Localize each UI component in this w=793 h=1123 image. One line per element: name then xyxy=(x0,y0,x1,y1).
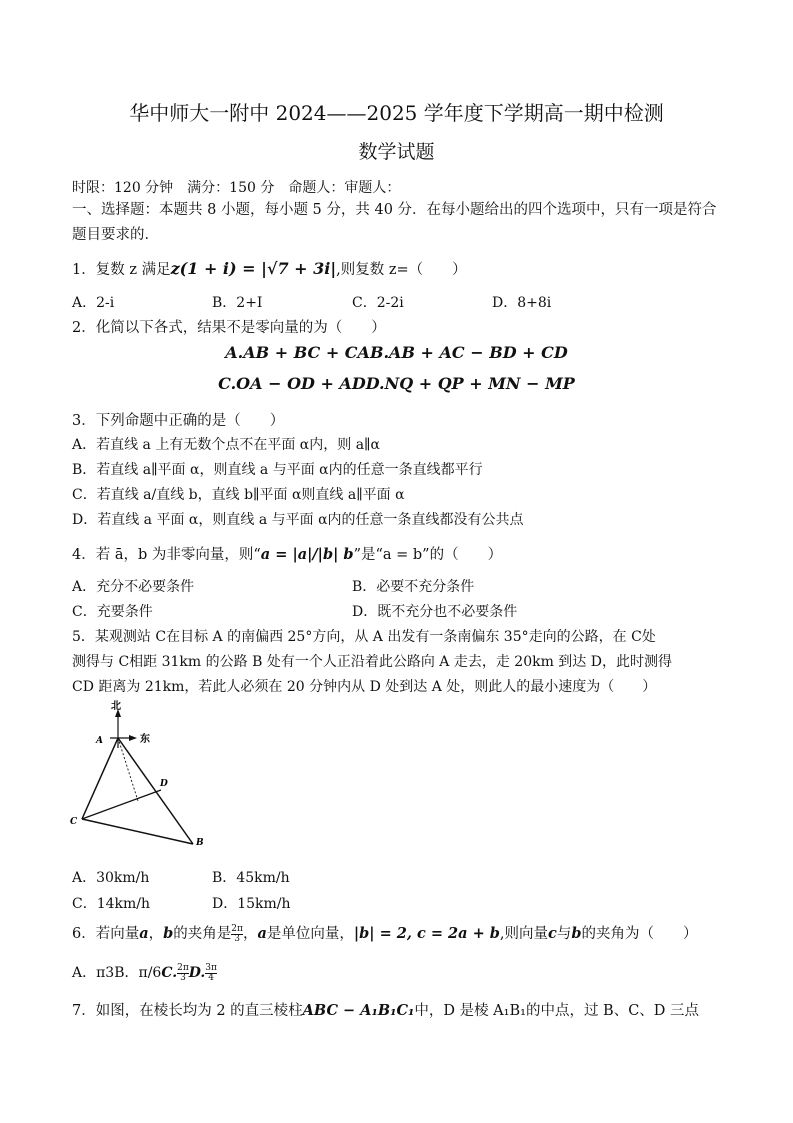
q5-option-c: C．14km/h xyxy=(72,896,151,912)
q6-stem-start: 6．若向量 xyxy=(72,926,140,942)
q3-option-a: A．若直线 a 上有无数个点不在平面 α内，则 a∥α xyxy=(72,437,380,453)
q6-vec-a: a xyxy=(139,925,149,942)
q6-vec-b: b xyxy=(163,925,174,942)
section-intro: 一、选择题：本题共 8 小题，每小题 5 分，共 40 分．在每小题给出的四个选项中，只有一项是符合题目要求的． xyxy=(72,202,717,243)
question-5-line3: CD 距离为 21km，若此人必须在 20 分钟内从 D 处到达 A 处，则此人的最小速度为（ ） xyxy=(72,679,657,695)
q2-options-line2: C.OA − OD + ADD.NQ + QP + MN − MP xyxy=(218,374,575,393)
q1-option-a: A．2-i xyxy=(72,295,115,311)
q6-option-d-den: 4 xyxy=(208,972,214,983)
question-5-line2: 测得与 C相距 31km 的公路 B 处有一个人正沿着此公路向 A 走去，走 20km 到达 D，此时测得 xyxy=(72,654,672,670)
q6-stem-comma: ， xyxy=(242,926,258,942)
label-d: D xyxy=(160,779,168,789)
q1-option-b: B．2+I xyxy=(212,295,263,311)
q6-vec-a-2: a xyxy=(257,925,267,942)
q4-stem-end: ”是“a = b”的（ ） xyxy=(353,547,503,563)
q6-option-ab: A．π3B．π/6 xyxy=(72,965,162,981)
q5-figure xyxy=(66,700,216,860)
question-4 xyxy=(72,543,502,564)
question-1 xyxy=(72,258,467,279)
q4-formula: a = |a|/|b| b xyxy=(260,546,354,563)
q6-option-d-label: D. xyxy=(188,965,206,981)
q1-stem-start: 1．复数 z 满足 xyxy=(72,262,171,278)
q6-option-c-label: C. xyxy=(161,965,178,981)
q4-option-b: B．必要不充分条件 xyxy=(352,579,475,595)
q6-angle-fraction xyxy=(231,925,243,944)
exam-title: 华中师大一附中 2024——2025 学年度下学期高一期中检测 xyxy=(129,101,664,125)
exam-meta: 时限：120 分钟 满分：150 分 命题人：审题人： xyxy=(72,180,401,196)
aux-line xyxy=(118,738,138,801)
q4-option-d: D．既不充分也不必要条件 xyxy=(352,604,518,620)
q6-option-c-num: 2π xyxy=(177,962,189,973)
q7-stem-end: 中，D 是棱 A₁B₁的中点，过 B、C、D 三点 xyxy=(414,1003,700,1019)
q1-option-d: D．8+8i xyxy=(492,295,552,311)
q6-stem-angle: 的夹角是 xyxy=(173,926,232,942)
q4-stem-start: 4．若 ā，b 为非零向量，则“ xyxy=(72,547,261,563)
q6-formula: |b| = 2, c = 2a + b xyxy=(353,925,500,942)
q3-option-c: C．若直线 a/直线 b，直线 b∥平面 α则直线 a∥平面 α xyxy=(72,487,405,503)
q5-option-b: B．45km/h xyxy=(212,870,290,886)
q6-sep: ， xyxy=(148,926,164,942)
q6-angle-num: 2π xyxy=(231,923,243,934)
q6-angle-den: 3 xyxy=(234,933,240,944)
label-east: 东 xyxy=(140,734,150,745)
label-b: B xyxy=(196,838,204,848)
q6-stem-unit: 是单位向量， xyxy=(266,926,354,942)
q6-option-d-num: 3π xyxy=(205,962,217,973)
q5-option-d: D．15km/h xyxy=(212,896,291,912)
segment-cb xyxy=(82,819,193,844)
east-arrow-icon xyxy=(129,735,137,741)
q1-formula: z(1 + i) = |√7 + 3i| xyxy=(170,259,337,278)
label-north: 北 xyxy=(111,701,121,712)
q6-stem-and: 与 xyxy=(556,926,572,942)
q6-stem-then: ,则向量 xyxy=(499,926,549,942)
question-3: 3．下列命题中正确的是（ ） xyxy=(72,413,285,429)
q4-option-c: C．充要条件 xyxy=(72,604,153,620)
q6-stem-end: 的夹角为（ ） xyxy=(581,926,698,942)
label-c: C xyxy=(70,817,78,827)
q1-stem-end: ,则复数 z=（ ） xyxy=(336,262,467,278)
q7-stem-start: 7．如图，在棱长均为 2 的直三棱柱 xyxy=(72,1003,303,1019)
segment-ab xyxy=(118,738,193,844)
q2-options-line1: A.AB + BC + CAB.AB + AC − BD + CD xyxy=(225,343,568,362)
q3-option-b: B．若直线 a∥平面 α，则直线 a 与平面 α内的任意一条直线都平行 xyxy=(72,462,483,478)
q6-options xyxy=(72,962,217,983)
segment-cd xyxy=(82,790,161,819)
q3-option-d: D．若直线 a 平面 α，则直线 a 与平面 α内的任意一条直线都没有公共点 xyxy=(72,512,524,528)
q6-option-d-fraction xyxy=(205,964,217,983)
question-5-line1: 5．某观测站 C在目标 A 的南偏西 25°方向，从 A 出发有一条南偏东 35°走向的公路，在 C处 xyxy=(72,629,656,645)
q6-option-c-den: 3 xyxy=(180,972,186,983)
q6-vec-b-2: b xyxy=(571,925,582,942)
q4-option-a: A．充分不必要条件 xyxy=(72,579,195,595)
q6-option-c-fraction xyxy=(177,964,189,983)
q1-option-c: C．2-2i xyxy=(352,295,404,311)
question-6 xyxy=(72,922,698,944)
q7-formula: ABC − A₁B₁C₁ xyxy=(302,1002,415,1019)
label-a: A xyxy=(96,736,103,746)
segment-ac xyxy=(82,738,118,819)
q5-option-a: A．30km/h xyxy=(72,870,150,886)
question-2: 2．化简以下各式，结果不是零向量的为（ ） xyxy=(72,320,386,336)
q6-vec-c: c xyxy=(548,925,557,942)
exam-subject: 数学试题 xyxy=(358,141,435,163)
question-7 xyxy=(72,999,699,1020)
